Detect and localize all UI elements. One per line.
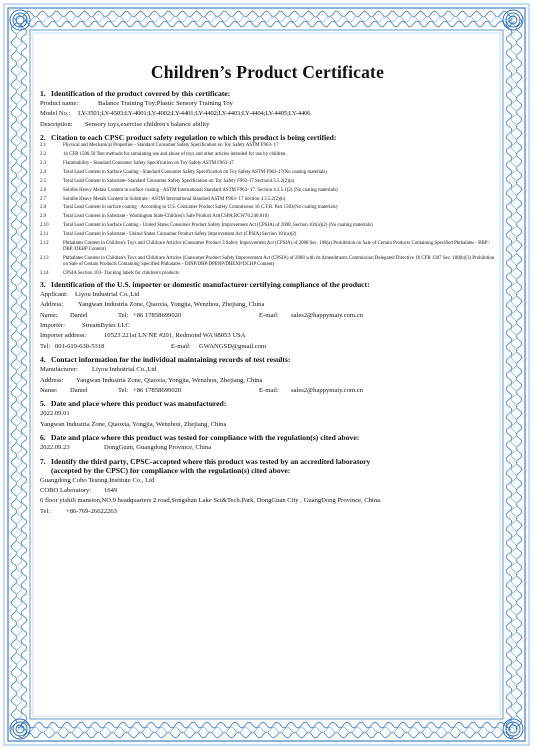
section-7-heading (40, 457, 495, 475)
field-label: Importer address: (40, 332, 87, 340)
contact-row (40, 311, 495, 321)
citation-number: 2.12 (40, 241, 49, 247)
field-label: Tel: (40, 342, 51, 350)
citation-item (40, 170, 495, 176)
cobo-row (40, 486, 495, 496)
citation-number: 2.13 (40, 255, 49, 261)
field-label: Name: (40, 311, 58, 319)
model-row (40, 109, 495, 119)
section-title: Identification of the U.S. importer or domestic manufacturer certifying compliance of the product: (51, 279, 370, 289)
field-label: COBO Laboratory: (40, 487, 92, 495)
citation-number: 2.2 (40, 152, 47, 158)
citation-text: Phthalates Content in Children's Toys and Childcare Articles (Consumer Product Safety Improvement Act (CPSIA) of 2008 with its Amendments Commission Delegated Directive 16 CFR 1307 Sec. 108(b)(3) Prohibition on Sale of Certain Products Containing Specified Phthalates - DINP/DBP/DPENP/DHEXP/DCHP Content) (63, 255, 495, 267)
citation-item (40, 256, 495, 268)
citation-text: Phthalates Content in Children's Toys and Childcare Articles (Consumer Product 3 Safety Improvement Act (CPSIA) of 2008 Sec. 108(a) Prohibition on Sale of Certain Products Containing Specified Phthalates - BBP / DBP /DEHP Content) (63, 241, 490, 253)
citation-list (40, 143, 495, 277)
importer-address-value: 10523 221st LN NE #201, Redmond WA 98053 USA (104, 332, 246, 340)
border-wave (21, 18, 27, 730)
lab-address: 6 floor yishili mansion,NO.9 headquarters 2 road,Songshan Lake Sci&Tech.Park, DongGuan City , GuangDong Province, China. (40, 497, 382, 505)
applicant-row (40, 290, 495, 300)
field-label: Address: (40, 376, 64, 384)
citation-number: 2.8 (40, 205, 47, 211)
manufacturer-row (40, 365, 495, 375)
section-6-heading (40, 433, 495, 442)
page-title: Children’s Product Certificate (150, 62, 385, 82)
field-label: Applicant: (40, 290, 68, 298)
manufacturer-value: Liyou Industrial Co.,Ltd (92, 366, 157, 374)
citation-item (40, 232, 495, 238)
citation-item (40, 271, 495, 277)
citation-item (40, 179, 495, 185)
section-number: 6. (40, 433, 46, 443)
field-label: Description: (40, 120, 73, 128)
manufacture-place: Yangwan Industria Zone, Qiaoxia, Yongjia, Wenzhou, Zhejiang, China (40, 420, 227, 428)
citation-item (40, 188, 495, 194)
field-label: Tel: (118, 387, 129, 395)
citation-text: Physical and Mechanical Properties - Standard Consumer Safety Specification on Toy Safety ASTM F963- 17 (63, 143, 279, 149)
citation-item (40, 152, 495, 158)
border-wave (511, 18, 517, 730)
section-title: Identify the third party, CPSC-accepted where this product was tested by an accredited laboratory (51, 456, 371, 466)
manufacturer-contact-row (40, 386, 495, 396)
field-label: E-mail: (259, 387, 279, 395)
section-title-continued: (accepted by the CPSC) for compliance with the regulation(s) cited above: (51, 465, 291, 475)
citation-item (40, 223, 495, 229)
field-label: E-mail: (259, 311, 279, 319)
cobo-value: 1649 (104, 487, 118, 495)
test-date: 2022.09.23 (40, 444, 70, 452)
citation-number: 2.7 (40, 196, 47, 202)
citation-text: Total Lead Content in Surface Coating - Standard Consumer Safety Specification on Toy Safety ASTM F963-17(No coating materials) (63, 169, 327, 175)
address-value: Yangwan Industria Zone, Qiaoxia, Yongjia, Wenzhou, Zhejiang, China (78, 301, 265, 309)
field-label: Model No.: (40, 110, 71, 118)
citation-number: 2.4 (40, 169, 47, 175)
section-4-heading (40, 355, 495, 364)
citation-number: 2.3 (40, 161, 47, 166)
manufacture-date: 2022.09.01 (40, 410, 70, 418)
section-2-heading (40, 133, 495, 142)
section-title: Contact information for the individual maintaining records of test results: (51, 355, 291, 365)
importer-row (40, 321, 495, 331)
citation-number: 2.1 (40, 143, 47, 149)
citation-number: 2.10 (40, 223, 49, 229)
address-value: Yangwan Industria Zone, Qiaoxia, Yongjia, Wenzhou, Zhejiang, China (76, 376, 263, 384)
section-title: Identification of the product covered by this certificate: (51, 89, 231, 98)
importer-address-row (40, 331, 495, 341)
citation-text: Total Lead Content in Surface Coating - United States Consumer Product Safety Improvement Act (CPSIA) of 2008, Section 101(a)(2) (No coating materials) (63, 223, 373, 229)
section-number: 7. (40, 456, 46, 466)
section-number: 2. (40, 133, 46, 143)
section-number: 1. (40, 89, 46, 98)
corner-ornament (506, 13, 520, 27)
importer-contact-row (40, 342, 495, 352)
applicant-address-row (40, 300, 495, 310)
section-number: 5. (40, 399, 46, 409)
certificate-body (40, 62, 495, 517)
citation-item (40, 143, 495, 149)
field-label: Tel: (118, 311, 129, 319)
field-label: Product name: (40, 100, 79, 107)
lab-name: Guangdong Cobo Testing Institute Co., Ltd (40, 476, 155, 484)
citation-text: Total Lead Content in Substrate- Standard Consumer Safety Specification on Toy Safety F963-17.Section4.3.5.2(2)(a) (63, 178, 295, 184)
model-value: LY-3501;LY-4503;LY-4001;LY-4002;LY-4401;LY-4402;LY-4403;LY-4404;LY-4405;LY-4406 (78, 110, 311, 118)
section-1-heading (40, 89, 495, 98)
section-title: Date and place where this product was manufactured: (51, 399, 227, 409)
corner-ornament (13, 13, 27, 27)
citation-number: 2.11 (40, 232, 49, 238)
citation-text: Flammability - Standard Consumer Safety Specification on Toy Safety ASTM F963-17 (63, 161, 234, 166)
citation-text: Soluble Heavy Metals Content in Substrate - ASTM International Standard ASTM F963- 17 Section 4.3.5.2(2)(b) (63, 196, 286, 202)
citation-text: Soluble Heavy Metals Content in surface coating - ASTM International Standard ASTM F963- 17. Section 4.3.5.1(2) (No coating materials) (63, 187, 338, 193)
citation-item (40, 214, 495, 220)
name-value: Daniel (70, 311, 88, 319)
test-date-place-row (40, 443, 495, 453)
description-value: Sensory toys,exercise children's balance ability (85, 120, 210, 128)
section-number: 4. (40, 355, 46, 365)
citation-text: Total Lead Content in Substrate - Washington State-Children's Safe Product Act(CSPA,RCW70.240.010) (63, 214, 269, 220)
citation-number: 2.9 (40, 214, 47, 220)
section-number: 3. (40, 279, 46, 289)
citation-text: Total Lead Content in Substrate - United States Consumer Product Safety Improvement Act (CPSIA) Section 101(a)(2) (63, 232, 297, 238)
applicant-value: Liyou Industrial Co.,Ltd (75, 290, 140, 298)
field-label: Name: (40, 387, 58, 395)
test-place: DongGuan, Guangdong Province, China (104, 444, 212, 452)
importer-value: StreamBytes LLC (82, 322, 130, 330)
tel-value: +86 17858699020 (133, 387, 182, 395)
name-value: Daniel (70, 387, 88, 395)
citation-number: 2.14 (40, 270, 49, 276)
section-title: Citation to each CPSC product safety regulation to which this product is being certified: (51, 133, 337, 143)
section-5-heading (40, 399, 495, 408)
citation-item (40, 197, 495, 203)
section-title: Date and place where this product was tested for compliance with the regulation(s) cited above: (51, 433, 360, 443)
field-label: Address: (40, 301, 64, 309)
product-name-value: Balance Training Toy;Plastic Sensory Training Toy (98, 100, 233, 107)
border-wave (516, 18, 522, 730)
email-value: sales2@happymaty.com.cn (291, 387, 363, 395)
citation-number: 2.5 (40, 178, 47, 184)
field-label: Importer: (40, 322, 65, 330)
citation-item (40, 161, 495, 167)
citation-item (40, 205, 495, 211)
section-3-heading (40, 280, 495, 289)
tel-value: +86 17858699020 (133, 311, 182, 319)
tel-value: 001-619-630-5318 (55, 342, 105, 350)
manufacturer-address-row (40, 376, 495, 386)
description-row (40, 120, 495, 130)
email-value: GWANGSD@gmail.com (199, 342, 267, 350)
field-label: E-mail: (171, 342, 191, 350)
email-value: sales2@happymaty.com.cn (291, 311, 363, 319)
citation-text: CPSIA Section 103- Tracking labels for children's products (63, 270, 179, 276)
citation-number: 2.6 (40, 187, 47, 193)
tel-value: +86-769-26622263 (66, 507, 117, 515)
citation-item (40, 241, 495, 253)
lab-tel-row (40, 507, 495, 517)
product-name-row (40, 99, 495, 109)
field-label: Manufacturer: (40, 366, 78, 374)
citation-text: Total Lead Content in surface coating - According to U.S. Consumer Product Safety Commission 16 C.F.R. Part 1303(No coating materials) (63, 205, 338, 211)
field-label: Tel: (40, 507, 51, 515)
citation-text: 16 CFR 1500.50 Test methods for simulating use and abuse of toys and other articles intended for use by children. (63, 152, 287, 158)
